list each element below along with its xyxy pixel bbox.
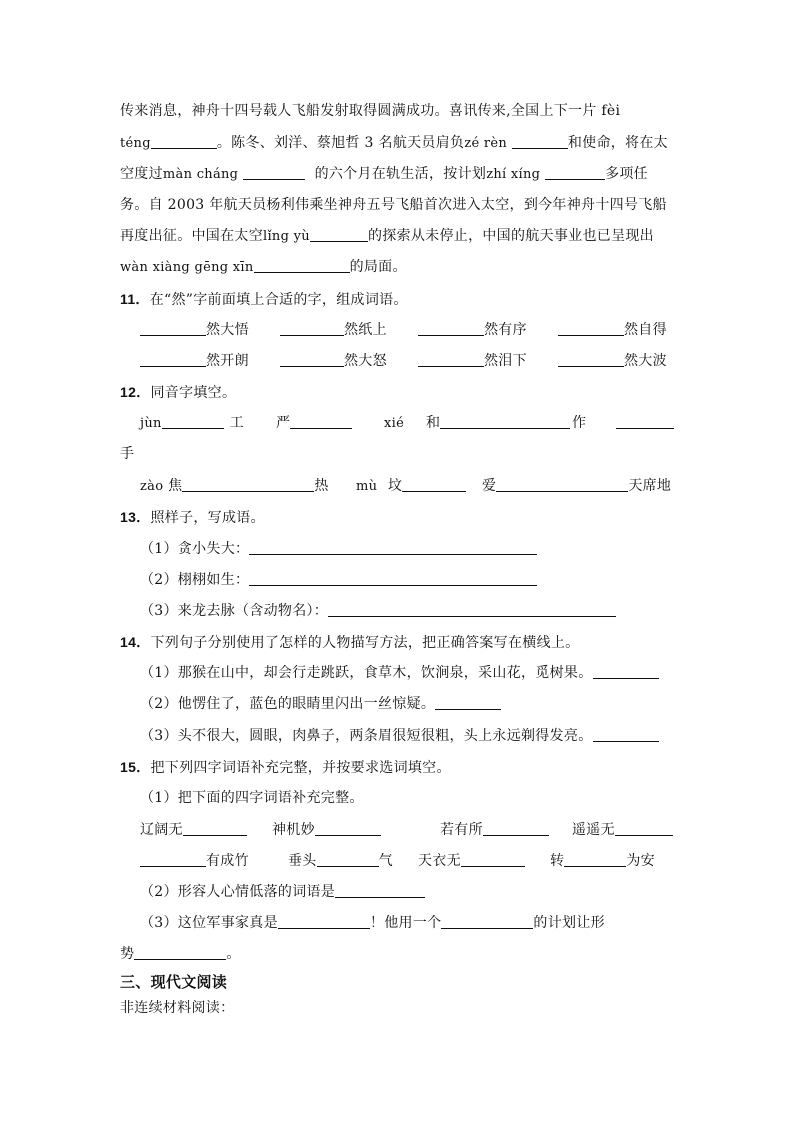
blank[interactable] <box>249 569 537 586</box>
blank[interactable] <box>512 132 568 149</box>
question-12: 12．同音字填空。 <box>120 384 237 401</box>
q11-row-2: 然开朗 然大怒 然泪下 然大波 <box>120 349 680 373</box>
passage-line-2: téng 。陈冬、刘洋、蔡旭哲 3 名航天员肩负zé rèn 和使命，将在太 <box>120 131 680 155</box>
blank[interactable] <box>140 319 206 336</box>
blank[interactable] <box>435 693 501 710</box>
q12-row-1-wrap: 手 <box>120 446 135 462</box>
blank[interactable] <box>278 912 370 929</box>
blank[interactable] <box>254 256 350 273</box>
blank[interactable] <box>280 319 344 336</box>
passage-line-3: 空度过màn cháng 的六个月在轨生活，按计划zhí xíng 多项任 <box>120 162 680 186</box>
blank[interactable] <box>564 850 626 867</box>
blank[interactable] <box>335 881 425 898</box>
q15-sub-2: （2）形容人心情低落的词语是 <box>120 880 680 904</box>
blank[interactable] <box>418 350 484 367</box>
q14-item-2: （2）他愣住了，蓝色的眼睛里闪出一丝惊疑。 <box>120 692 680 716</box>
q15-sub-3: （3）这位军事家真是 ！他用一个 的计划让形 <box>120 911 680 935</box>
blank[interactable] <box>162 412 224 429</box>
passage-line-5: 再度出征。中国在太空lǐng yù 的探索从未停止，中国的航天事业也已呈现出 <box>120 224 680 248</box>
blank[interactable] <box>440 412 570 429</box>
blank[interactable] <box>441 912 533 929</box>
question-15: 15．把下列四字词语补充完整，并按要求选词填空。 <box>120 759 451 776</box>
passage-line-4: 务。自 2003 年航天员杨利伟乘坐神舟五号飞船首次进入太空，到今年神舟十四号飞船 <box>120 197 667 213</box>
q14-item-3: （3）头不很大，圆眼，肉鼻子，两条眉很短很粗，头上永远剃得发亮。 <box>120 724 680 748</box>
blank[interactable] <box>290 412 352 429</box>
q12-row-2: zào 焦 热 mù 坟 爱 天席地 <box>120 474 680 498</box>
question-13: 13．照样子，写成语。 <box>120 509 265 526</box>
blank[interactable] <box>616 412 674 429</box>
q12-row-1: jùn 工 严 xié 和 作 <box>120 411 680 435</box>
blank[interactable] <box>418 319 484 336</box>
passage-line-1: 传来消息，神舟十四号载人飞船发射取得圆满成功。喜讯传来,全国上下一片 fèi <box>120 103 621 119</box>
blank[interactable] <box>615 819 673 836</box>
blank[interactable] <box>328 600 616 617</box>
q13-item-1: （1）贪小失大： <box>120 537 680 561</box>
blank[interactable] <box>243 163 305 180</box>
blank[interactable] <box>461 850 525 867</box>
blank[interactable] <box>402 475 466 492</box>
question-11: 11．在“然”字前面填上合适的字，组成词语。 <box>120 291 408 308</box>
blank[interactable] <box>134 943 226 960</box>
question-14: 14．下列句子分别使用了怎样的人物描写方法，把正确答案写在横线上。 <box>120 634 580 651</box>
blank[interactable] <box>315 819 381 836</box>
blank[interactable] <box>545 163 605 180</box>
blank[interactable] <box>593 662 659 679</box>
q11-row-1: 然大悟 然纸上 然有序 然自得 <box>120 318 680 342</box>
q13-item-3: （3）来龙去脉（含动物名）： <box>120 599 680 623</box>
blank[interactable] <box>151 132 217 149</box>
blank[interactable] <box>496 475 628 492</box>
blank[interactable] <box>140 850 206 867</box>
blank[interactable] <box>280 350 344 367</box>
blank[interactable] <box>182 475 314 492</box>
blank[interactable] <box>140 350 206 367</box>
blank[interactable] <box>593 725 659 742</box>
blank[interactable] <box>558 350 624 367</box>
blank[interactable] <box>183 819 247 836</box>
blank[interactable] <box>317 850 379 867</box>
q15-sub-1: （1）把下面的四字词语补充完整。 <box>140 790 364 806</box>
blank[interactable] <box>558 319 624 336</box>
q15-sub-3-wrap: 势 。 <box>120 942 680 966</box>
q15-row-1: 辽阔无 神机妙 若有所 遥遥无 <box>120 818 680 842</box>
section-3-subtitle: 非连续材料阅读： <box>120 1000 235 1016</box>
passage-line-6: wàn xiàng gēng xīn 的局面。 <box>120 255 680 279</box>
blank[interactable] <box>249 538 537 555</box>
blank[interactable] <box>483 819 549 836</box>
blank[interactable] <box>310 225 368 242</box>
q15-row-2: 有成竹 垂头 气 天衣无 转 为安 <box>120 849 680 873</box>
q13-item-2: （2）栩栩如生： <box>120 568 680 592</box>
section-3-title: 三、现代文阅读 <box>120 973 228 991</box>
q14-item-1: （1）那猴在山中，却会行走跳跃，食草木，饮涧泉，采山花，觅树果。 <box>120 661 680 685</box>
